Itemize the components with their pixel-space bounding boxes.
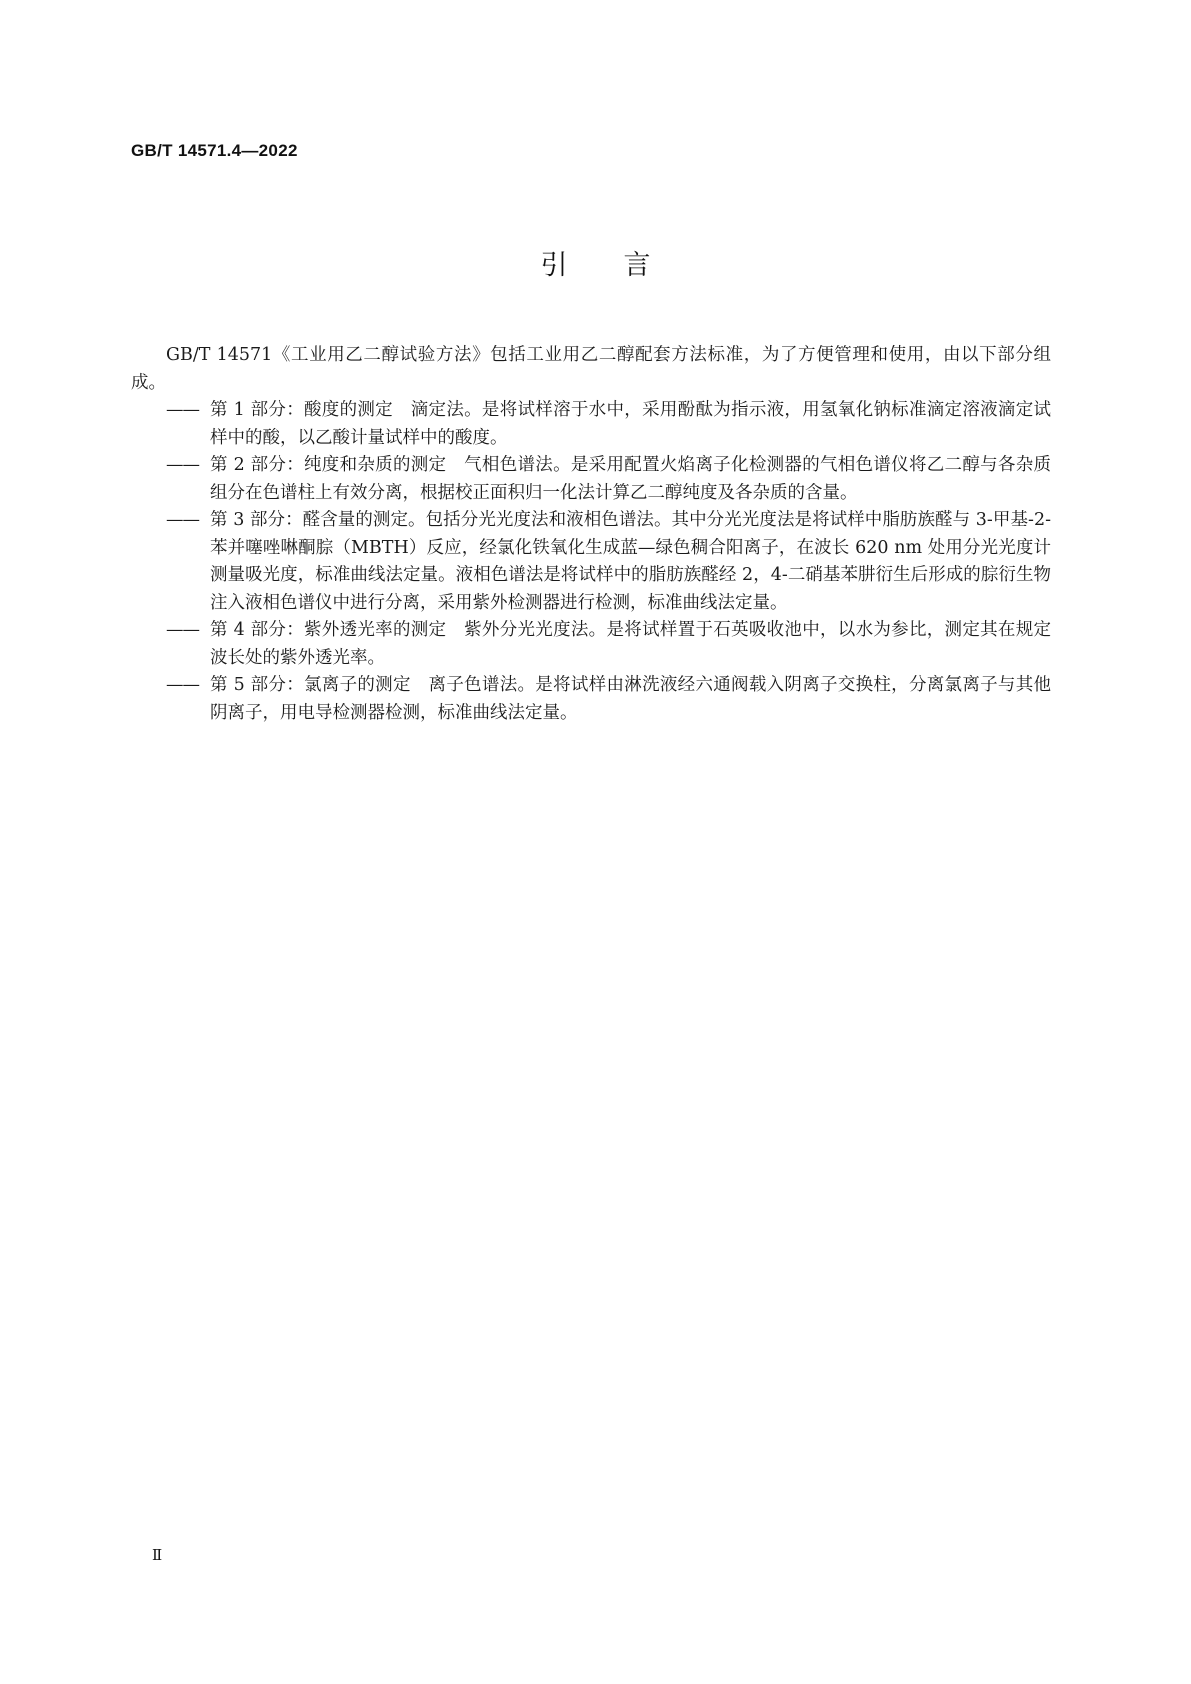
list-item	[131, 507, 1051, 617]
part-text: 第 3 部分：醛含量的测定。包括分光光度法和液相色谱法。其中分光光度法是将试样中脂肪族醛与 3-甲基-2-苯并噻唑啉酮腙（MBTH）反应，经氯化铁氧化生成蓝—绿色稠合阳离子，在波长 620 nm 处用分光光度计测量吸光度，标准曲线法定量。液相色谱法是将试样中的脂肪族醛经 2，4-二硝基苯肼衍生后形成的腙衍生物注入液相色谱仪中进行分离，采用紫外检测器进行检测，标准曲线法定量。	[210, 510, 1051, 613]
part-text: 第 2 部分：纯度和杂质的测定 气相色谱法。是采用配置火焰离子化检测器的气相色谱仪将乙二醇与各杂质组分在色谱柱上有效分离，根据校正面积归一化法计算乙二醇纯度及各杂质的含量。	[210, 455, 1051, 503]
part-text: 第 1 部分：酸度的测定 滴定法。是将试样溶于水中，采用酚酞为指示液，用氢氧化钠标准滴定溶液滴定试样中的酸，以乙酸计量试样中的酸度。	[210, 400, 1051, 448]
dash-marker: ——	[166, 675, 199, 695]
standard-number: GB/T 14571.4—2022	[131, 141, 298, 160]
part-text: 第 5 部分：氯离子的测定 离子色谱法。是将试样由淋洗液经六通阀载入阴离子交换柱，分离氯离子与其他阴离子，用电导检测器检测，标准曲线法定量。	[210, 675, 1051, 723]
dash-marker: ——	[166, 620, 199, 640]
list-item	[131, 672, 1051, 727]
list-item	[131, 452, 1051, 507]
page-title: 引言	[540, 250, 707, 281]
list-item	[131, 617, 1051, 672]
dash-marker: ——	[166, 510, 199, 530]
body-text	[131, 342, 1051, 727]
parts-list	[131, 397, 1051, 727]
dash-marker: ——	[166, 400, 199, 420]
intro-paragraph: GB/T 14571《工业用乙二醇试验方法》包括工业用乙二醇配套方法标准，为了方便管理和使用，由以下部分组成。	[131, 345, 1051, 393]
part-text: 第 4 部分：紫外透光率的测定 紫外分光光度法。是将试样置于石英吸收池中，以水为参比，测定其在规定波长处的紫外透光率。	[210, 620, 1051, 668]
dash-marker: ——	[166, 455, 199, 475]
page-number: Ⅱ	[152, 1546, 163, 1564]
list-item	[131, 397, 1051, 452]
